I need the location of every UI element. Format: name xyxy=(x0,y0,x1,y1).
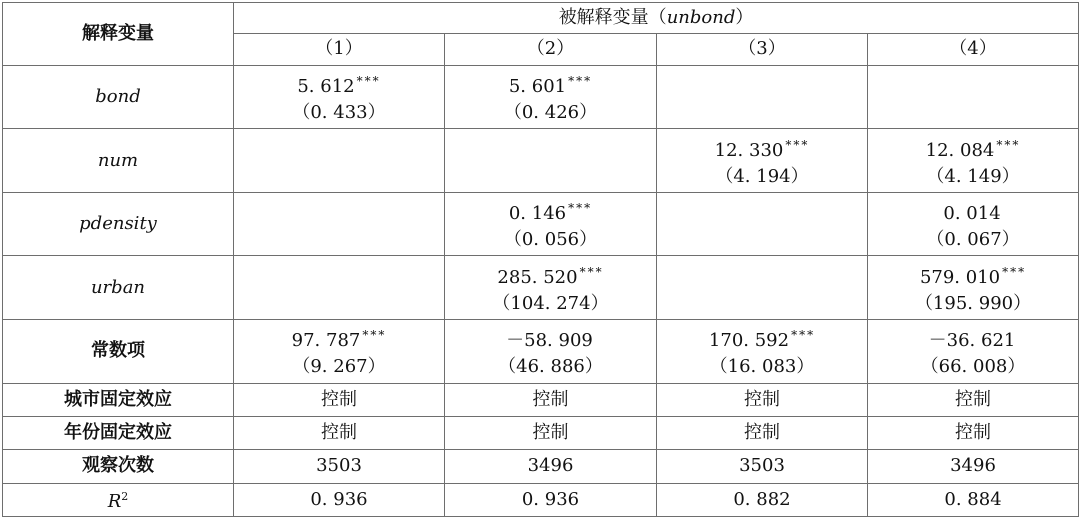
coefficient: 285. 520 xyxy=(497,266,578,288)
standard-error: （66. 008） xyxy=(920,356,1026,378)
cell: 3503 xyxy=(657,450,868,483)
cell-empty xyxy=(234,192,445,256)
cell: 0. 882 xyxy=(657,483,868,516)
cell xyxy=(445,192,657,256)
dependent-var-name: unbond xyxy=(666,7,736,29)
cell: 控制 xyxy=(868,383,1079,416)
row-label-constant: 常数项 xyxy=(3,320,234,384)
column-header-3: （3） xyxy=(657,34,868,65)
row-label-year-fe: 年份固定效应 xyxy=(3,416,234,449)
cell: 0. 936 xyxy=(445,483,657,516)
standard-error: （195. 990） xyxy=(914,292,1032,314)
dependent-suffix: ） xyxy=(735,7,754,29)
row-label-observations: 观察次数 xyxy=(3,450,234,483)
standard-error: （4. 149） xyxy=(926,165,1020,187)
table-row xyxy=(3,256,1079,320)
table-row xyxy=(3,416,1079,449)
explanatory-variable-header: 解释变量 xyxy=(3,3,234,66)
standard-error: （0. 433） xyxy=(292,101,386,123)
significance-stars: *** xyxy=(579,264,604,279)
cell-empty xyxy=(234,129,445,193)
row-label-city-fe: 城市固定效应 xyxy=(3,383,234,416)
significance-stars: *** xyxy=(568,73,593,88)
cell xyxy=(868,192,1079,256)
table-row xyxy=(3,192,1079,256)
row-label-bond: bond xyxy=(3,65,234,129)
significance-stars: *** xyxy=(785,137,810,152)
column-header-1: （1） xyxy=(234,34,445,65)
cell: 控制 xyxy=(657,416,868,449)
cell: 控制 xyxy=(445,383,657,416)
column-header-4: （4） xyxy=(868,34,1079,65)
coefficient: 12. 330 xyxy=(714,139,784,161)
significance-stars: *** xyxy=(362,328,387,343)
significance-stars: *** xyxy=(1002,264,1027,279)
table-row xyxy=(3,450,1079,483)
cell xyxy=(657,129,868,193)
regression-table xyxy=(2,2,1079,517)
cell: 3496 xyxy=(445,450,657,483)
cell: 控制 xyxy=(445,416,657,449)
cell xyxy=(234,65,445,129)
coefficient: 97. 787 xyxy=(291,330,361,352)
column-header-2: （2） xyxy=(445,34,657,65)
row-label-pdensity: pdensity xyxy=(3,192,234,256)
standard-error: （4. 194） xyxy=(715,165,809,187)
coefficient: 12. 084 xyxy=(925,139,995,161)
cell: 控制 xyxy=(234,416,445,449)
r-squared-exponent: 2 xyxy=(121,490,129,504)
cell xyxy=(868,320,1079,384)
cell-empty xyxy=(445,129,657,193)
table-row xyxy=(3,129,1079,193)
cell-empty xyxy=(657,256,868,320)
coefficient: －58. 909 xyxy=(506,330,593,352)
table-row xyxy=(3,320,1079,384)
table-row xyxy=(3,383,1079,416)
significance-stars: *** xyxy=(996,137,1021,152)
significance-stars: *** xyxy=(791,328,816,343)
significance-stars: *** xyxy=(356,73,381,88)
coefficient: 5. 612 xyxy=(297,75,355,97)
cell: 控制 xyxy=(657,383,868,416)
cell: 3496 xyxy=(868,450,1079,483)
standard-error: （0. 056） xyxy=(503,229,598,251)
cell: 0. 936 xyxy=(234,483,445,516)
dependent-prefix: 被解释变量（ xyxy=(558,7,667,29)
cell xyxy=(868,129,1079,193)
cell xyxy=(657,320,868,384)
cell xyxy=(445,320,657,384)
cell: 控制 xyxy=(234,383,445,416)
cell-empty xyxy=(657,65,868,129)
dependent-variable-header xyxy=(234,3,1079,34)
table-row xyxy=(3,65,1079,129)
table-row xyxy=(3,483,1079,516)
cell: 3503 xyxy=(234,450,445,483)
coefficient: 579. 010 xyxy=(919,266,1001,288)
header-row-top xyxy=(3,3,1079,34)
standard-error: （104. 274） xyxy=(492,292,609,314)
coefficient: 170. 592 xyxy=(708,330,790,352)
significance-stars: *** xyxy=(568,201,593,216)
coefficient: 0. 146 xyxy=(508,203,567,225)
cell xyxy=(445,256,657,320)
coefficient: 0. 014 xyxy=(943,203,1001,225)
r-squared-base: R xyxy=(107,491,122,513)
cell-empty xyxy=(657,192,868,256)
standard-error: （16. 083） xyxy=(709,356,815,378)
cell: 控制 xyxy=(868,416,1079,449)
cell: 0. 884 xyxy=(868,483,1079,516)
row-label-urban: urban xyxy=(3,256,234,320)
standard-error: （9. 267） xyxy=(292,356,386,378)
cell xyxy=(445,65,657,129)
cell xyxy=(868,256,1079,320)
standard-error: （0. 067） xyxy=(926,229,1020,251)
row-label-num: num xyxy=(3,129,234,193)
standard-error: （46. 886） xyxy=(498,356,603,378)
cell-empty xyxy=(234,256,445,320)
row-label-r-squared xyxy=(3,483,234,516)
coefficient: 5. 601 xyxy=(508,75,567,97)
coefficient: －36. 621 xyxy=(928,330,1016,352)
cell-empty xyxy=(868,65,1079,129)
standard-error: （0. 426） xyxy=(503,101,598,123)
cell xyxy=(234,320,445,384)
